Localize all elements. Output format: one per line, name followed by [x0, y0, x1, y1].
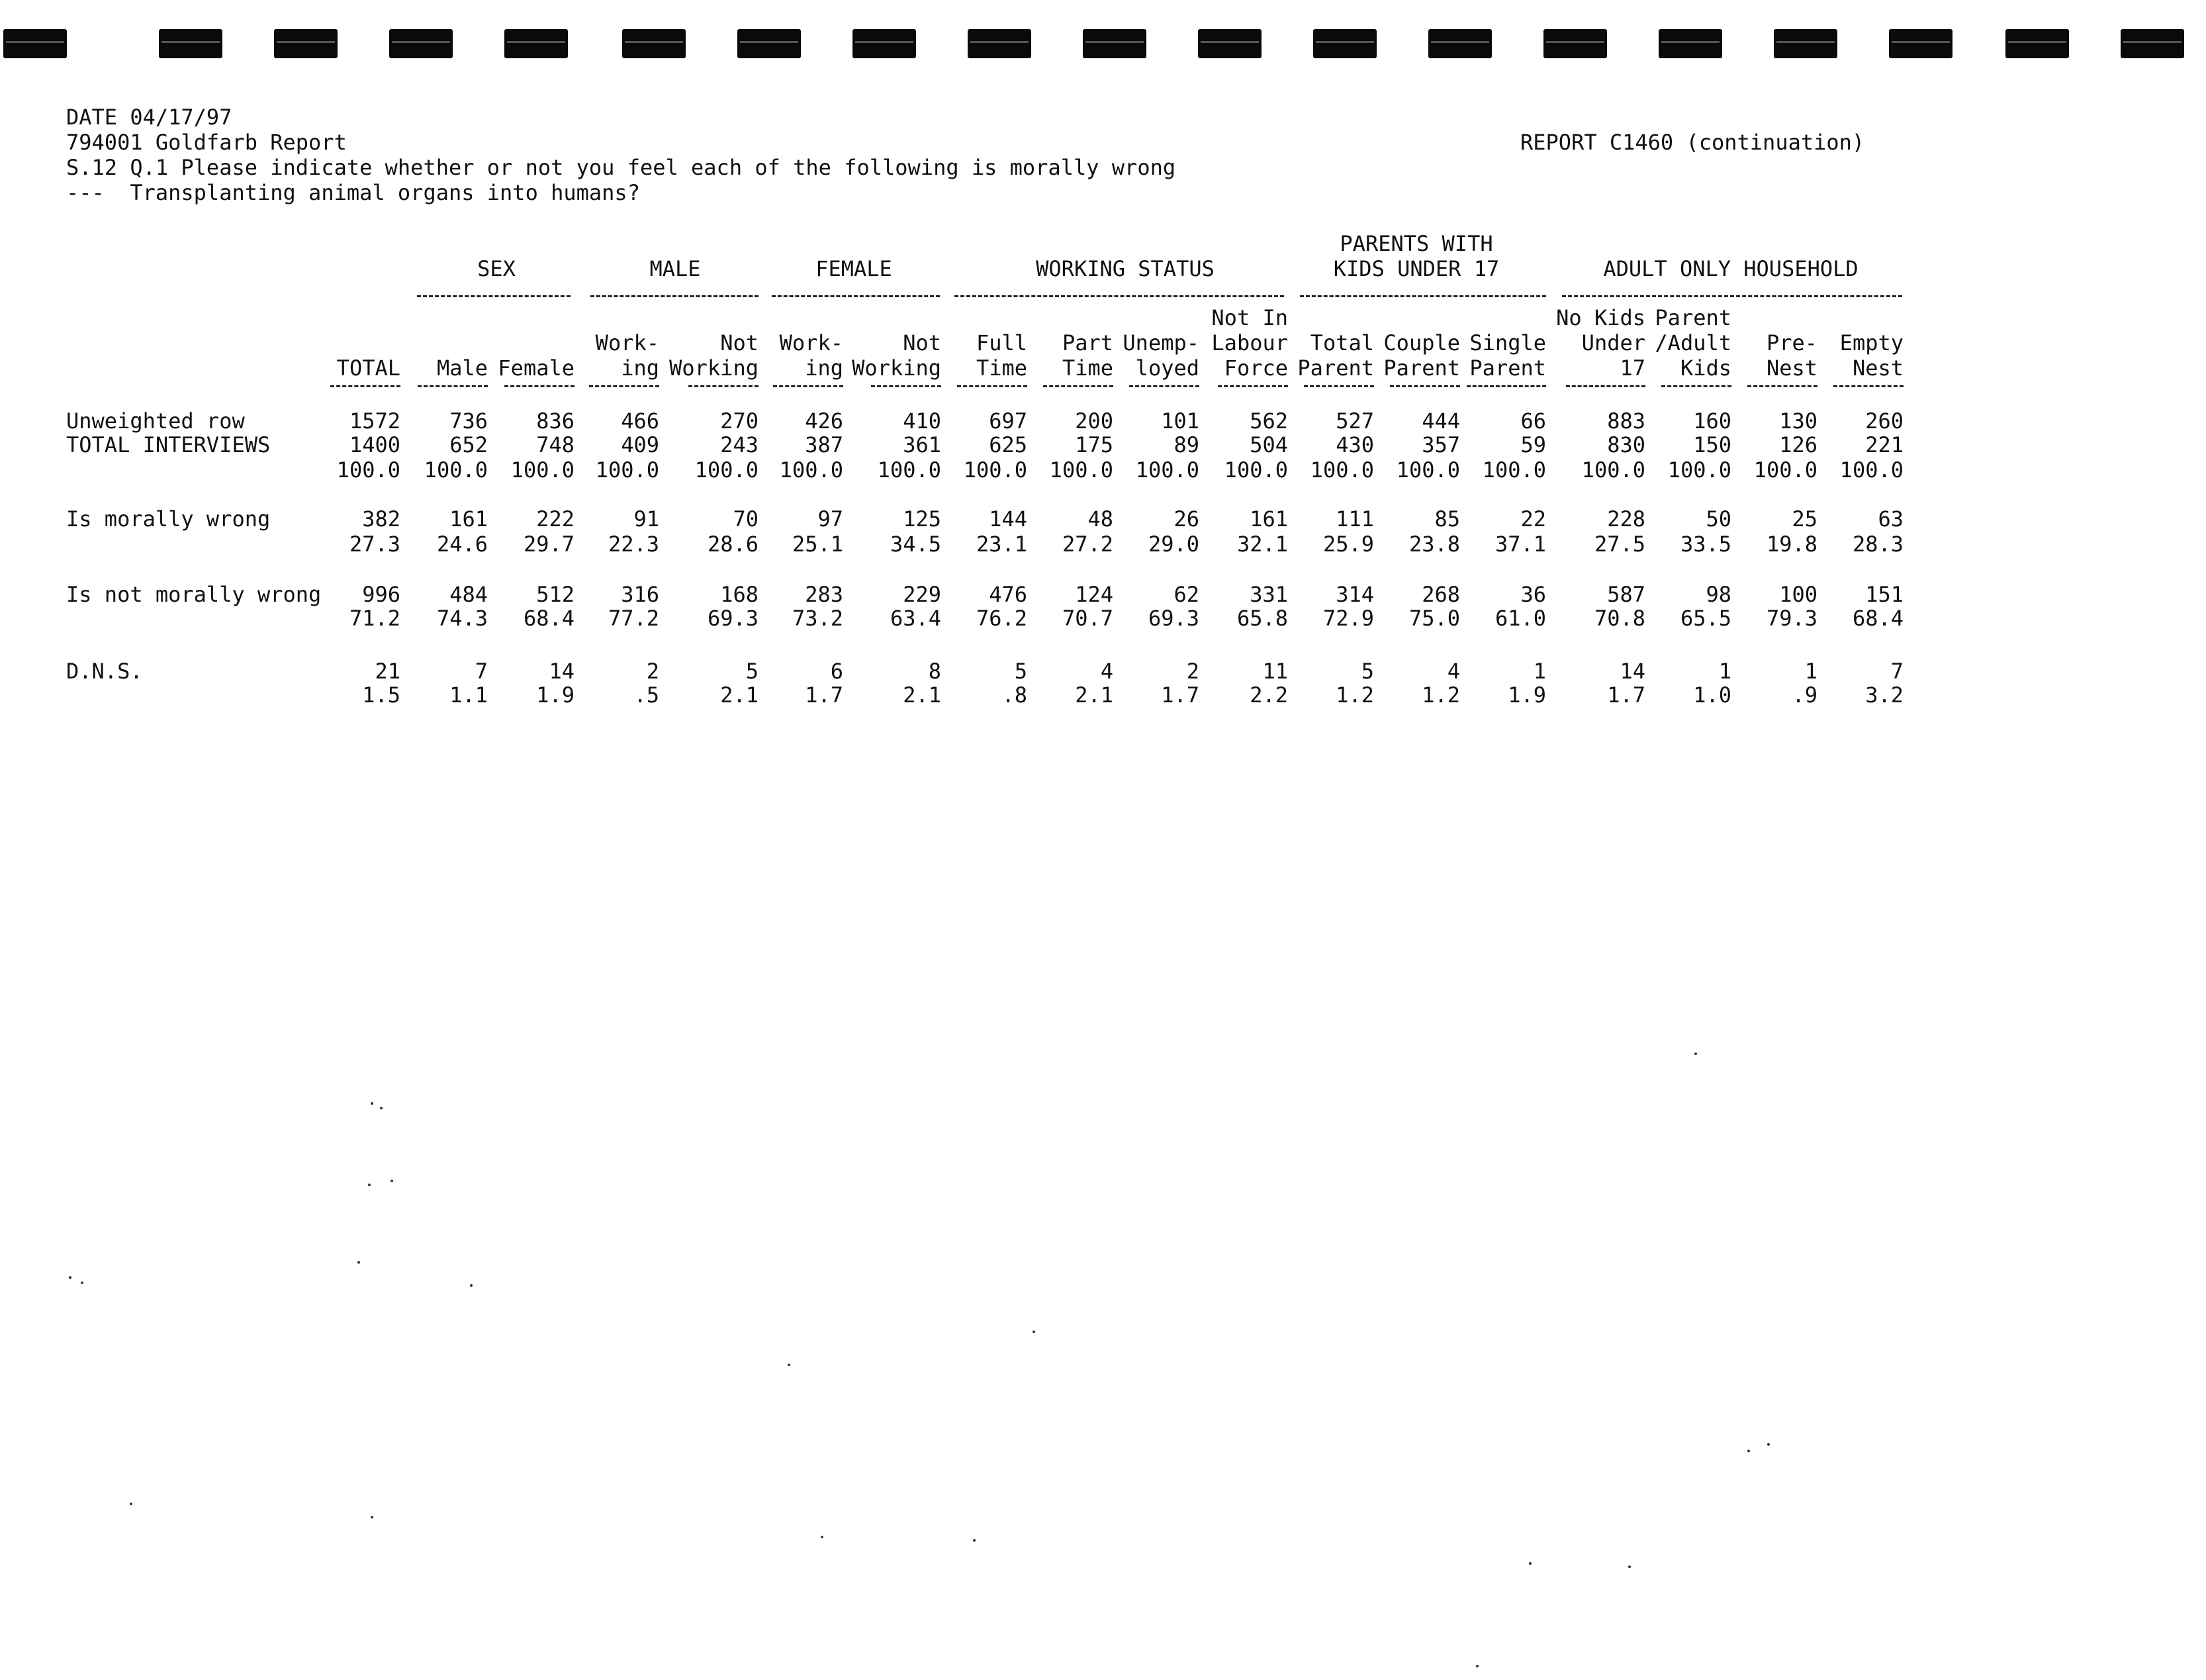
table-cell: 4	[1447, 659, 1460, 684]
column-header-underline	[330, 385, 400, 387]
table-cell: 91	[633, 506, 659, 532]
table-cell: 268	[1422, 582, 1460, 607]
table-cell: 14	[549, 659, 574, 684]
table-cell: 1.5	[362, 682, 400, 708]
table-cell: 21	[375, 659, 400, 684]
table-cell: 65.5	[1680, 606, 1731, 631]
table-cell: 126	[1779, 432, 1817, 457]
table-cell: 100.0	[694, 457, 758, 483]
table-cell: 69.3	[1148, 606, 1199, 631]
scan-speck	[1747, 1450, 1750, 1452]
table-cell: 1.2	[1422, 682, 1460, 708]
table-cell: 625	[989, 432, 1027, 457]
table-cell: 100.0	[1224, 457, 1288, 483]
table-cell: 71.2	[349, 606, 400, 631]
column-header-underline	[1390, 385, 1460, 387]
column-header: Not	[903, 330, 941, 355]
subquestion-text: --- Transplanting animal organs into humans?	[66, 180, 640, 205]
table-cell: 476	[989, 582, 1027, 607]
table-cell: 160	[1693, 408, 1731, 434]
table-cell: 6	[830, 659, 843, 684]
table-cell: 48	[1087, 506, 1113, 532]
table-cell: 29.7	[523, 532, 574, 557]
binder-hole	[1428, 29, 1492, 58]
scan-speck	[1767, 1443, 1770, 1446]
table-cell: 1572	[349, 408, 400, 434]
table-cell: 28.6	[707, 532, 758, 557]
table-cell: 14	[1620, 659, 1645, 684]
group-underline	[772, 295, 940, 297]
scan-speck	[357, 1261, 360, 1264]
table-cell: 100.0	[1482, 457, 1546, 483]
column-header-underline	[871, 385, 941, 387]
table-cell: 100.0	[336, 457, 400, 483]
column-header: Force	[1224, 355, 1288, 381]
table-cell: 62	[1173, 582, 1199, 607]
table-cell: 5	[1014, 659, 1027, 684]
group-underline	[417, 295, 571, 297]
table-cell: 512	[536, 582, 574, 607]
table-cell: 100.0	[1839, 457, 1904, 483]
table-cell: 430	[1336, 432, 1374, 457]
table-cell: 33.5	[1680, 532, 1731, 557]
table-cell: 100.0	[1049, 457, 1113, 483]
binder-hole	[1889, 29, 1953, 58]
column-header: Empty	[1839, 330, 1904, 355]
table-cell: 24.6	[436, 532, 488, 557]
scan-speck	[973, 1539, 976, 1542]
table-cell: 587	[1607, 582, 1645, 607]
group-underline	[590, 295, 758, 297]
table-cell: 410	[903, 408, 941, 434]
table-cell: .5	[633, 682, 659, 708]
table-cell: 168	[720, 582, 758, 607]
table-cell: 331	[1250, 582, 1288, 607]
table-cell: 161	[449, 506, 488, 532]
table-cell: 1.2	[1336, 682, 1374, 708]
column-header: ing	[621, 355, 659, 381]
table-cell: 19.8	[1766, 532, 1817, 557]
table-cell: 25.1	[792, 532, 843, 557]
scan-speck	[130, 1503, 132, 1505]
row-label: Unweighted row	[66, 408, 245, 434]
table-cell: 50	[1706, 506, 1731, 532]
table-cell: 652	[449, 432, 488, 457]
table-cell: 61.0	[1494, 606, 1546, 631]
column-header: Labour	[1211, 330, 1288, 355]
table-cell: 70.7	[1062, 606, 1113, 631]
table-cell: 27.5	[1594, 532, 1645, 557]
table-cell: 175	[1075, 432, 1113, 457]
table-cell: 37.1	[1494, 532, 1546, 557]
table-cell: 27.2	[1062, 532, 1113, 557]
table-cell: 2	[646, 659, 659, 684]
table-cell: 100.0	[963, 457, 1027, 483]
binder-hole	[622, 29, 686, 58]
table-cell: 836	[536, 408, 574, 434]
binder-hole	[968, 29, 1031, 58]
table-cell: 144	[989, 506, 1027, 532]
table-cell: 66	[1520, 408, 1546, 434]
table-cell: 748	[536, 432, 574, 457]
scan-speck	[81, 1282, 83, 1284]
table-cell: 26	[1173, 506, 1199, 532]
table-cell: 228	[1607, 506, 1645, 532]
table-cell: 161	[1250, 506, 1288, 532]
row-label: TOTAL INTERVIEWS	[66, 432, 271, 457]
table-cell: 466	[621, 408, 659, 434]
column-header: Nest	[1766, 355, 1817, 381]
table-cell: 2	[1186, 659, 1199, 684]
table-cell: 409	[621, 432, 659, 457]
column-header: Full	[976, 330, 1027, 355]
binder-hole	[852, 29, 916, 58]
column-header-underline	[1467, 385, 1546, 387]
table-cell: 85	[1434, 506, 1460, 532]
scan-speck	[391, 1180, 393, 1182]
table-cell: 70	[733, 506, 758, 532]
table-cell: 2.1	[720, 682, 758, 708]
table-cell: 23.8	[1408, 532, 1460, 557]
table-cell: 444	[1422, 408, 1460, 434]
report-id: REPORT C1460 (continuation)	[1520, 130, 1865, 155]
group-underline	[1300, 295, 1546, 297]
table-cell: 283	[805, 582, 843, 607]
table-cell: 100.0	[779, 457, 843, 483]
table-cell: 1	[1533, 659, 1546, 684]
table-cell: 89	[1173, 432, 1199, 457]
group-header-working-status: WORKING STATUS	[1036, 256, 1215, 281]
table-cell: 98	[1706, 582, 1731, 607]
binder-hole-strip	[0, 29, 2206, 62]
table-cell: 1	[1804, 659, 1817, 684]
table-cell: 8	[928, 659, 941, 684]
table-cell: 74.3	[436, 606, 488, 631]
table-cell: 504	[1250, 432, 1288, 457]
table-cell: 100.0	[1135, 457, 1199, 483]
table-cell: .8	[1001, 682, 1027, 708]
table-cell: 79.3	[1766, 606, 1817, 631]
scan-speck	[1476, 1665, 1479, 1667]
table-cell: 72.9	[1322, 606, 1374, 631]
table-cell: 5	[745, 659, 758, 684]
table-cell: 100.0	[1581, 457, 1645, 483]
table-cell: 357	[1422, 432, 1460, 457]
column-header: Work-	[595, 330, 659, 355]
binder-hole	[1313, 29, 1377, 58]
binder-hole	[1659, 29, 1722, 58]
table-cell: 28.3	[1852, 532, 1904, 557]
table-cell: 387	[805, 432, 843, 457]
column-header: Part	[1062, 330, 1113, 355]
table-cell: 63	[1878, 506, 1904, 532]
table-cell: 23.1	[976, 532, 1027, 557]
table-cell: 22	[1520, 506, 1546, 532]
table-cell: 562	[1250, 408, 1288, 434]
table-cell: 3.2	[1865, 682, 1904, 708]
column-header: Not In	[1211, 305, 1288, 330]
binder-hole	[1083, 29, 1146, 58]
binder-hole	[1198, 29, 1262, 58]
table-cell: 100.0	[510, 457, 574, 483]
column-header: Not	[720, 330, 758, 355]
binder-hole	[1774, 29, 1837, 58]
table-cell: 111	[1336, 506, 1374, 532]
scan-speck	[1694, 1052, 1697, 1055]
table-cell: 150	[1693, 432, 1731, 457]
row-label: D.N.S.	[66, 659, 143, 684]
table-cell: 34.5	[890, 532, 941, 557]
table-cell: 1.7	[1161, 682, 1199, 708]
scan-speck	[368, 1184, 371, 1186]
table-cell: 1.7	[1607, 682, 1645, 708]
column-header-underline	[688, 385, 758, 387]
column-header: ing	[805, 355, 843, 381]
binder-hole	[389, 29, 453, 58]
group-header-adult-only-household: ADULT ONLY HOUSEHOLD	[1603, 256, 1859, 281]
column-header-underline	[1304, 385, 1374, 387]
table-cell: 200	[1075, 408, 1113, 434]
group-underline	[1562, 295, 1902, 297]
column-header: Work-	[779, 330, 843, 355]
report-name: 794001 Goldfarb Report	[66, 130, 347, 155]
table-cell: 697	[989, 408, 1027, 434]
scan-speck	[371, 1102, 373, 1105]
column-header-underline	[1218, 385, 1288, 387]
table-cell: 70.8	[1594, 606, 1645, 631]
table-cell: 7	[475, 659, 488, 684]
column-header: 17	[1620, 355, 1645, 381]
table-cell: 270	[720, 408, 758, 434]
column-header-underline	[1833, 385, 1904, 387]
table-cell: 229	[903, 582, 941, 607]
table-cell: 69.3	[707, 606, 758, 631]
table-cell: 2.2	[1250, 682, 1288, 708]
column-header: Parent	[1469, 355, 1546, 381]
table-cell: 151	[1865, 582, 1904, 607]
column-header: Single	[1469, 330, 1546, 355]
table-cell: 830	[1607, 432, 1645, 457]
column-header: No Kids	[1556, 305, 1645, 330]
question-text: S.12 Q.1 Please indicate whether or not you feel each of the following is morally wrong	[66, 155, 1176, 180]
table-cell: 2.1	[903, 682, 941, 708]
table-cell: 65.8	[1236, 606, 1288, 631]
binder-hole	[2121, 29, 2184, 58]
column-header: Working	[852, 355, 941, 381]
table-cell: 426	[805, 408, 843, 434]
table-cell: 316	[621, 582, 659, 607]
table-cell: 243	[720, 432, 758, 457]
table-cell: 77.2	[608, 606, 659, 631]
table-cell: 100.0	[595, 457, 659, 483]
column-header-underline	[1129, 385, 1199, 387]
scan-speck	[380, 1107, 383, 1109]
group-header-sex: SEX	[477, 256, 516, 281]
scan-speck	[1628, 1565, 1631, 1568]
column-header: Parent	[1383, 355, 1460, 381]
table-cell: 260	[1865, 408, 1904, 434]
table-cell: 25.9	[1322, 532, 1374, 557]
table-cell: .9	[1792, 682, 1817, 708]
table-cell: 68.4	[523, 606, 574, 631]
table-cell: 75.0	[1408, 606, 1460, 631]
table-cell: 1.9	[536, 682, 574, 708]
column-header-underline	[589, 385, 659, 387]
group-header-male: MALE	[649, 256, 701, 281]
group-header-parents-with: PARENTS WITH	[1340, 231, 1493, 256]
scan-speck	[788, 1364, 790, 1366]
table-cell: 1.1	[449, 682, 488, 708]
table-cell: 100.0	[1753, 457, 1817, 483]
table-cell: 883	[1607, 408, 1645, 434]
column-header: Time	[1062, 355, 1113, 381]
table-cell: 100.0	[1667, 457, 1731, 483]
table-cell: 1.7	[805, 682, 843, 708]
column-header: TOTAL	[336, 355, 400, 381]
table-cell: 36	[1520, 582, 1546, 607]
column-header: Male	[436, 355, 488, 381]
table-cell: 100	[1779, 582, 1817, 607]
table-cell: 2.1	[1075, 682, 1113, 708]
scan-speck	[1033, 1330, 1035, 1333]
column-header-underline	[1747, 385, 1817, 387]
scan-speck	[69, 1276, 71, 1279]
column-header: Parent	[1297, 355, 1374, 381]
column-header-underline	[1566, 385, 1645, 387]
group-header-female: FEMALE	[815, 256, 892, 281]
table-cell: 736	[449, 408, 488, 434]
table-cell: 68.4	[1852, 606, 1904, 631]
table-cell: 32.1	[1236, 532, 1288, 557]
table-cell: 527	[1336, 408, 1374, 434]
column-header: Unemp-	[1123, 330, 1199, 355]
binder-hole	[274, 29, 338, 58]
table-cell: 484	[449, 582, 488, 607]
table-cell: 361	[903, 432, 941, 457]
table-cell: 100.0	[877, 457, 941, 483]
table-cell: 97	[817, 506, 843, 532]
scan-speck	[821, 1536, 823, 1538]
binder-hole	[504, 29, 568, 58]
column-header: Parent	[1655, 305, 1731, 330]
table-cell: 4	[1100, 659, 1113, 684]
table-cell: 59	[1520, 432, 1546, 457]
scan-speck	[371, 1516, 373, 1518]
column-header-underline	[504, 385, 574, 387]
group-underline	[954, 295, 1284, 297]
table-cell: 27.3	[349, 532, 400, 557]
column-header: Under	[1581, 330, 1645, 355]
binder-hole	[159, 29, 222, 58]
table-cell: 22.3	[608, 532, 659, 557]
table-cell: 996	[362, 582, 400, 607]
table-cell: 101	[1161, 408, 1199, 434]
table-cell: 1400	[349, 432, 400, 457]
column-header: Kids	[1680, 355, 1731, 381]
table-cell: 63.4	[890, 606, 941, 631]
column-header-underline	[1043, 385, 1113, 387]
group-header-kids-under-17: KIDS UNDER 17	[1333, 256, 1500, 281]
column-header: Working	[669, 355, 758, 381]
table-cell: 100.0	[1396, 457, 1460, 483]
table-cell: 124	[1075, 582, 1113, 607]
table-cell: 25	[1792, 506, 1817, 532]
table-cell: 1.0	[1693, 682, 1731, 708]
binder-hole	[1543, 29, 1607, 58]
column-header-underline	[957, 385, 1027, 387]
table-cell: 100.0	[1310, 457, 1374, 483]
column-header-underline	[773, 385, 843, 387]
table-cell: 7	[1890, 659, 1904, 684]
table-cell: 76.2	[976, 606, 1027, 631]
row-label: Is not morally wrong	[66, 582, 322, 607]
table-cell: 130	[1779, 408, 1817, 434]
scan-speck	[470, 1284, 473, 1287]
table-cell: 29.0	[1148, 532, 1199, 557]
table-cell: 314	[1336, 582, 1374, 607]
report-date: DATE 04/17/97	[66, 105, 232, 130]
table-cell: 1	[1718, 659, 1731, 684]
row-label: Is morally wrong	[66, 506, 271, 532]
table-cell: 125	[903, 506, 941, 532]
table-cell: 100.0	[424, 457, 488, 483]
binder-hole	[737, 29, 801, 58]
binder-hole	[2005, 29, 2069, 58]
column-header: Pre-	[1766, 330, 1817, 355]
table-cell: 222	[536, 506, 574, 532]
table-cell: 221	[1865, 432, 1904, 457]
column-header: Time	[976, 355, 1027, 381]
binder-hole	[3, 29, 67, 58]
column-header: Total	[1310, 330, 1374, 355]
column-header: loyed	[1135, 355, 1199, 381]
table-cell: 1.9	[1508, 682, 1546, 708]
column-header: Nest	[1852, 355, 1904, 381]
table-cell: 11	[1262, 659, 1288, 684]
table-cell: 382	[362, 506, 400, 532]
column-header: Couple	[1383, 330, 1460, 355]
column-header-underline	[418, 385, 488, 387]
scan-speck	[1529, 1562, 1532, 1565]
table-cell: 73.2	[792, 606, 843, 631]
table-cell: 5	[1361, 659, 1374, 684]
column-header: /Adult	[1655, 330, 1731, 355]
column-header-underline	[1661, 385, 1731, 387]
column-header: Female	[498, 355, 574, 381]
